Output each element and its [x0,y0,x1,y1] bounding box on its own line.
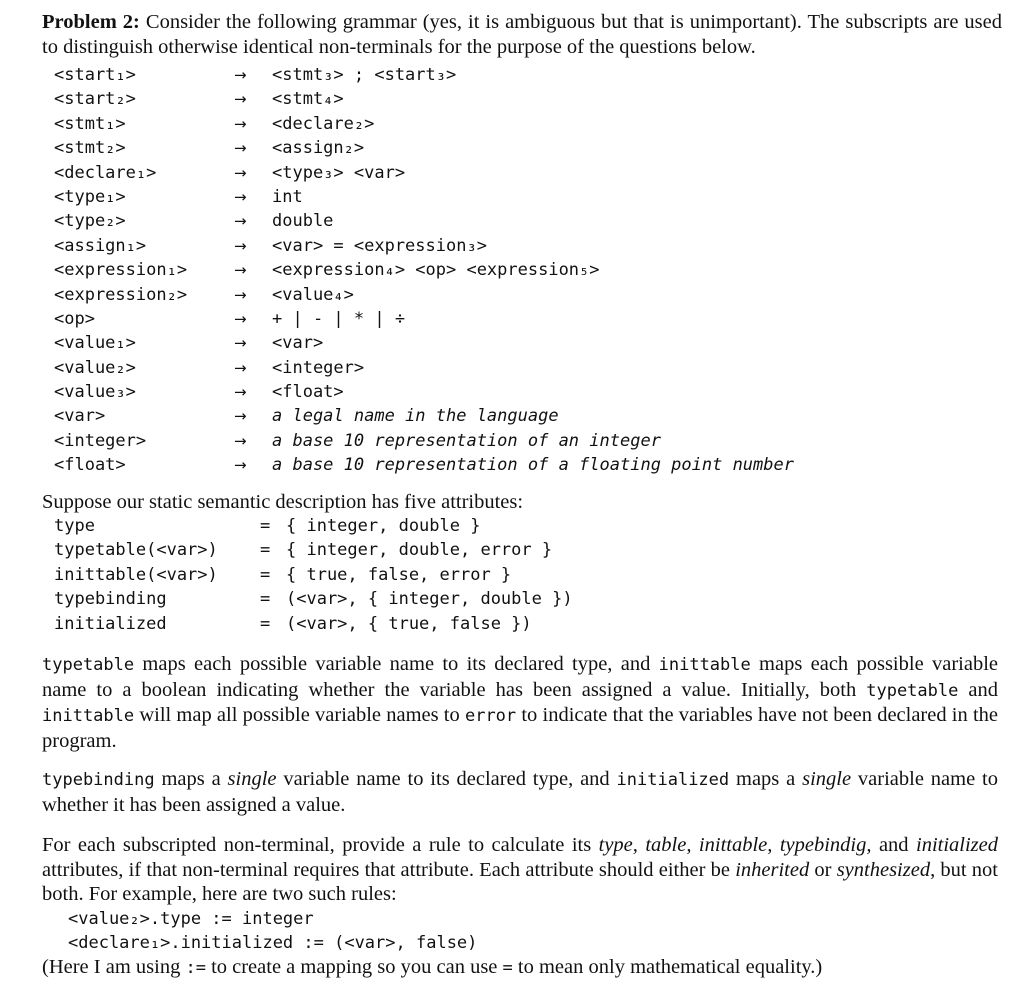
code-term: typetable [42,655,135,675]
text: variable name to its declared type, and [276,768,617,790]
equals-sign: = [260,540,271,561]
emphasis: single [227,768,277,790]
problem-intro [42,10,1002,59]
attribute-name: initialized [54,613,167,634]
code-term: initialized [616,770,730,790]
grammar-rule [54,429,954,453]
attribute-name: inittable(<var>) [54,564,218,585]
text: will map all possible variable names to [134,704,465,726]
grammar-rule [54,356,954,380]
attribute-name: typebinding [54,589,167,610]
grammar-rule [54,453,954,477]
example-rule: <declare₁>.initialized := (<var>, false) [68,933,478,953]
text: or [809,858,837,881]
rule-rhs: a base 10 representation of a floating point number [272,455,794,476]
grammar-rule [54,258,954,282]
code-term: error [464,706,517,726]
grammar-rule [54,380,954,404]
grammar-rule [54,283,954,307]
attribute-row [54,563,754,587]
text: maps a [154,768,228,790]
grammar-rule [54,185,954,209]
rule-rhs: <var> [272,333,324,354]
grammar-rules [54,63,954,478]
right-arrow-icon: → [234,285,247,304]
rule-rhs: <var> = <expression₃> [272,235,487,256]
equals-sign: = [260,613,271,634]
right-arrow-icon: → [234,383,247,402]
right-arrow-icon: → [234,163,247,182]
rule-lhs: <float> [54,455,126,476]
rule-lhs: <declare₁> [54,162,157,183]
emphasis: single [802,768,852,790]
attributes-intro: Suppose our static semantic description has five attributes: [42,491,524,513]
attribute-row [54,538,754,562]
emphasis: synthesized [836,858,931,881]
rule-rhs: a base 10 representation of an integer [272,430,661,451]
text: and [871,834,916,856]
attribute-row [54,514,754,538]
grammar-rule [54,112,954,136]
rule-lhs: <value₂> [54,357,136,378]
grammar-rule [54,136,954,160]
typetable-paragraph [42,652,998,753]
problem-document [42,10,1002,978]
attribute-row [54,587,754,611]
text: and [958,678,998,701]
right-arrow-icon: → [234,187,247,206]
rule-rhs: <integer> [272,357,365,378]
right-arrow-icon: → [234,334,247,353]
rule-lhs: <op> [54,308,95,329]
rule-rhs: <value₄> [272,284,354,305]
rule-lhs: <integer> [54,430,147,451]
code-term: typebinding [42,770,155,790]
attribute-name: typetable(<var>) [54,540,218,561]
attribute-value: { true, false, error } [286,564,512,585]
text: attributes, if that non-terminal requires that attribute. Each attribute should either be [42,858,736,881]
grammar-rule [54,234,954,258]
rule-rhs: <type₃> <var> [272,162,406,183]
right-arrow-icon: → [234,212,247,231]
instructions-paragraph [42,833,998,907]
rule-rhs: <declare₂> [272,113,375,134]
right-arrow-icon: → [234,66,247,84]
attribute-name: type [54,516,95,536]
grammar-rule [54,161,954,185]
code-term: typetable [866,680,959,701]
attribute-list [54,514,754,636]
typebinding-paragraph [42,767,998,817]
grammar-rule [54,307,954,331]
text: variable name to whether it has been assigned a value. [42,768,998,816]
text: , but not both. For example, here are two such rules: [42,858,999,905]
rule-lhs: <start₁> [54,65,136,85]
rule-rhs: <stmt₃> ; <start₃> [272,65,457,85]
code-term: inittable [658,655,751,675]
text: maps each possible variable name to its declared type, and [134,653,659,675]
code-term: = [502,958,513,978]
rule-rhs: a legal name in the language [272,406,559,427]
rule-lhs: <expression₁> [54,260,188,281]
text: to create a mapping so you can use [205,956,503,978]
grammar-rule [54,63,954,87]
grammar-rule [54,404,954,428]
right-arrow-icon: → [234,236,247,255]
equals-sign: = [260,564,271,585]
grammar-rule [54,331,954,355]
equals-sign: = [260,589,271,610]
right-arrow-icon: → [234,431,247,450]
attribute-value: (<var>, { integer, double }) [286,589,573,610]
right-arrow-icon: → [234,90,247,109]
rule-rhs: <float> [272,382,344,403]
problem-intro-text: Consider the following grammar (yes, it is ambiguous but that is unimportant). The subscripts are used to distinguish otherwise identical non-terminals for the purpose of the questions below. [42,11,1002,58]
text: maps a [729,768,803,790]
text: to mean only mathematical equality.) [512,956,823,978]
problem-label: Problem 2: [42,11,140,33]
rule-rhs: + | - | * | ÷ [272,308,406,329]
code-term: inittable [42,706,135,726]
right-arrow-icon: → [234,261,247,280]
rule-rhs: int [272,186,303,207]
rule-lhs: <start₂> [54,89,136,110]
rule-lhs: <expression₂> [54,284,188,305]
attribute-value: (<var>, { true, false }) [286,613,532,634]
rule-rhs: <assign₂> [272,138,365,159]
right-arrow-icon: → [234,456,247,475]
rule-lhs: <value₁> [54,333,136,354]
attribute-value: { integer, double, error } [286,540,553,561]
text: (Here I am using [42,956,186,978]
rule-lhs: <type₁> [54,186,126,207]
rule-lhs: <stmt₁> [54,113,126,134]
grammar-rule [54,209,954,233]
rule-rhs: double [272,211,334,232]
rule-lhs: <var> [54,406,106,427]
attribute-row [54,612,754,636]
code-term: := [185,958,206,978]
closing-note [42,955,998,981]
grammar-rule [54,87,954,111]
emphasis: type, table, inittable, typebindig, [598,834,872,856]
right-arrow-icon: → [234,358,247,377]
text: For each subscripted non-terminal, provide a rule to calculate its [42,834,599,856]
emphasis: inherited [735,858,810,881]
rule-lhs: <value₃> [54,382,136,403]
rule-lhs: <stmt₂> [54,138,126,159]
equals-sign: = [260,516,271,536]
right-arrow-icon: → [234,139,247,158]
rule-rhs: <expression₄> <op> <expression₅> [272,260,600,281]
right-arrow-icon: → [234,309,247,328]
text: maps each possible variable name to a boolean indicating whether the variable has been assigned a value. Initially, both [42,653,998,701]
rule-lhs: <assign₁> [54,235,147,256]
example-rule: <value₂>.type := integer [68,909,314,929]
emphasis: initialized [916,834,998,856]
attribute-value: { integer, double } [286,516,481,536]
rule-rhs: <stmt₄> [272,89,344,110]
right-arrow-icon: → [234,407,247,426]
text: to indicate that the variables have not been declared in the program. [42,704,999,752]
rule-lhs: <type₂> [54,211,126,232]
right-arrow-icon: → [234,114,247,133]
